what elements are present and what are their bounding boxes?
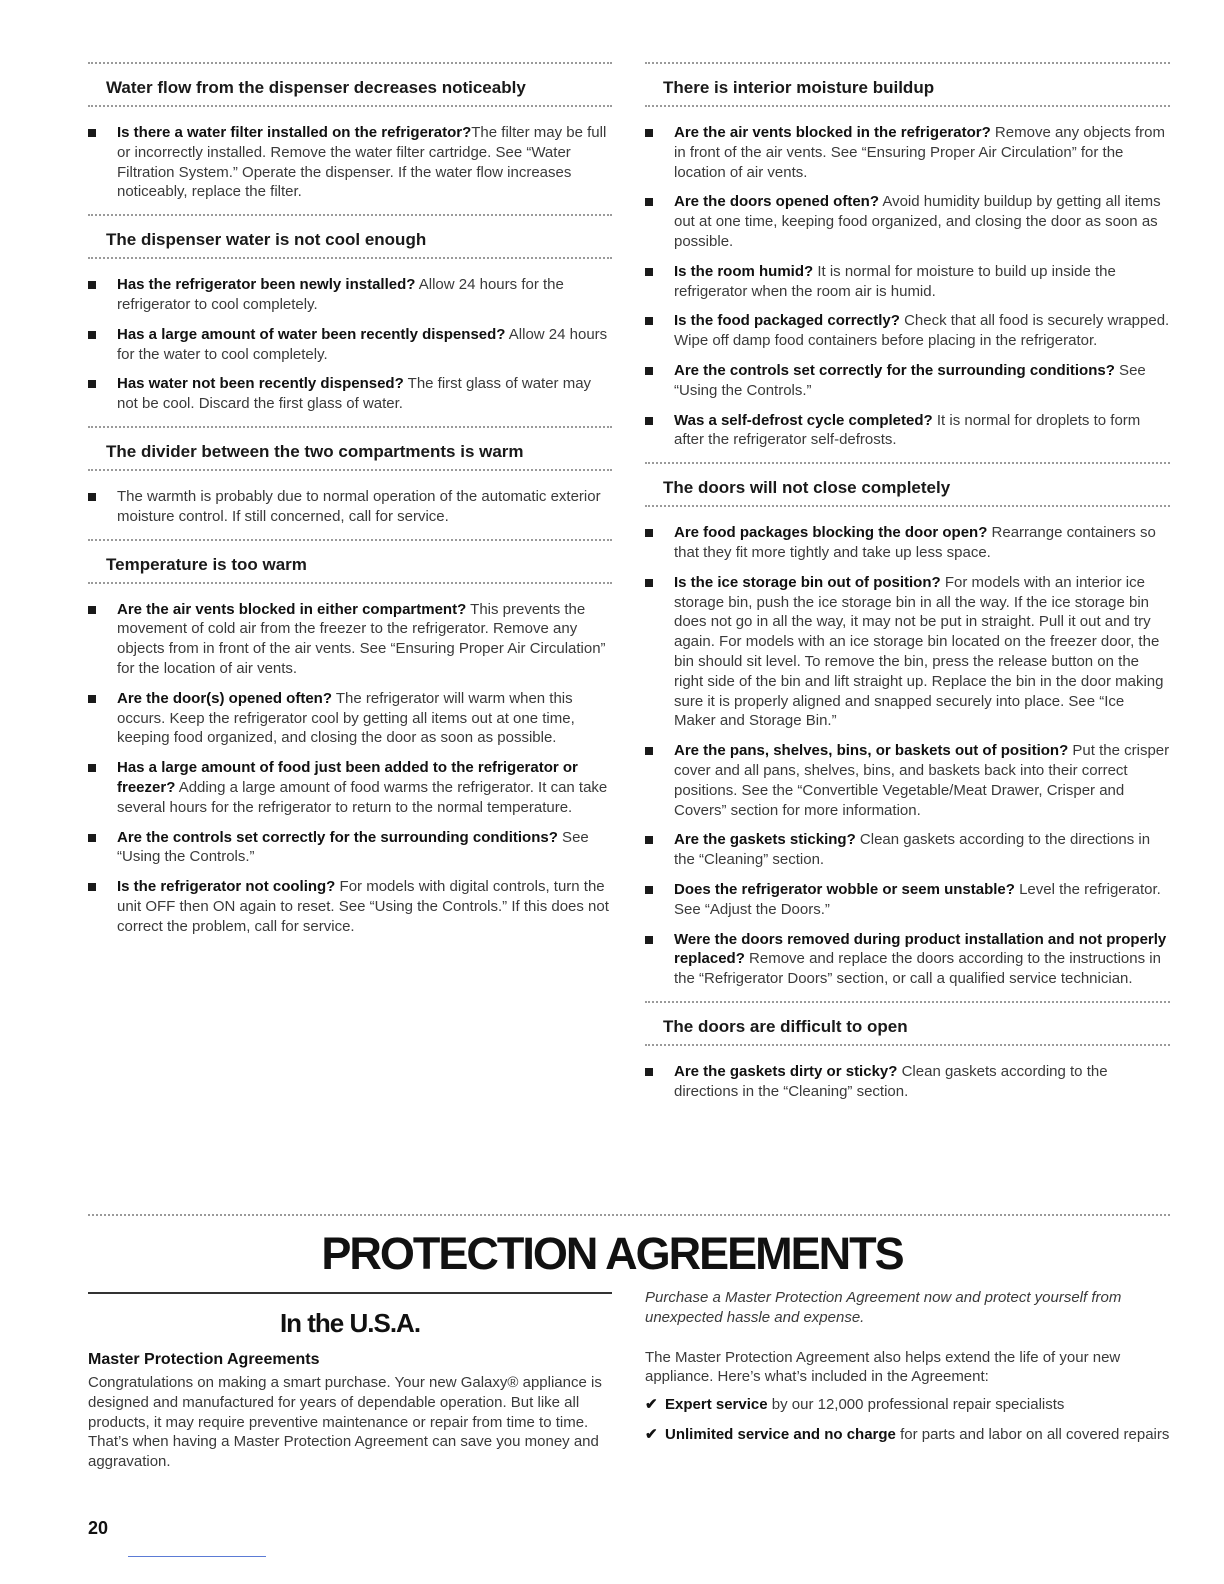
item-list: [88, 123, 612, 202]
troubleshooting-section: [88, 214, 612, 414]
square-bullet-icon: [645, 886, 653, 894]
usa-title: In the U.S.A.: [279, 1308, 421, 1338]
extend-paragraph: The Master Protection Agreement also helps extend the life of your new appliance. Here’s what’s included in the Agreement:: [645, 1348, 1121, 1386]
item-question: Are the controls set correctly for the surrounding conditions?: [674, 361, 1115, 379]
square-bullet-icon: [645, 268, 653, 276]
section-heading: Temperature is too warm: [88, 539, 612, 584]
item-question: Is the food packaged correctly?: [674, 312, 900, 330]
promo-text: Purchase a Master Protection Agreement now and protect yourself from unexpected hassle and expense.: [645, 1289, 1122, 1326]
section-heading: The doors will not close completely: [645, 462, 1170, 507]
list-item: [645, 830, 1170, 870]
item-text: The warmth is probably due to normal operation of the automatic exterior moisture control. If still concerned, call for service.: [117, 487, 601, 525]
square-bullet-icon: [88, 764, 96, 772]
item-question: Has the refrigerator been newly installed?: [117, 276, 416, 294]
list-item: [645, 411, 1170, 451]
item-text: Check that all food is securely wrapped. Wipe off damp food containers before placing in the refrigerator.: [674, 312, 1170, 350]
list-item: [88, 374, 612, 414]
section-heading: There is interior moisture buildup: [645, 62, 1170, 107]
item-text: Put the crisper cover and all pans, shelves, bins, and baskets back into their correct positions. See the “Convertible Vegetable/Meat Drawer, Crisper and Covers” section for more information.: [674, 742, 1170, 819]
square-bullet-icon: [88, 695, 96, 703]
item-text: Adding a large amount of food warms the refrigerator. It can take several hours for the refrigerator to return to the normal temperature.: [117, 778, 608, 816]
item-question: Are the pans, shelves, bins, or baskets out of position?: [674, 742, 1069, 760]
item-list: [645, 523, 1170, 989]
list-item: [645, 741, 1170, 820]
list-item: [88, 877, 612, 936]
square-bullet-icon: [645, 936, 653, 944]
item-text: For models with an interior ice storage bin, push the ice storage bin in all the way. If the ice storage bin does not go in all the way, it may not be put in straight. Pull it out and try again. For models with an ice storage bin located on the freezer door, the bin should sit level. To remove the bin, press the release button on the right side of the bin and lift straight up. Replace the bin in the door making sure it is properly aligned and snapped securely into place. See “Ice Maker and Storage Bin.”: [674, 573, 1164, 730]
section-heading: The doors are difficult to open: [645, 1001, 1170, 1046]
benefit-item: [645, 1425, 1170, 1445]
item-list: [88, 600, 612, 937]
list-item: [645, 123, 1170, 182]
square-bullet-icon: [88, 281, 96, 289]
list-item: [645, 192, 1170, 251]
square-bullet-icon: [88, 380, 96, 388]
mpa-paragraph: Congratulations on making a smart purchase. Your new Galaxy® appliance is designed and manufactured for years of dependable operation. But like all products, it may require preventive maintenance or repair from time to time. That’s when having a Master Protection Agreement can save you money and aggravation.: [88, 1374, 602, 1471]
item-question: Has a large amount of food just been added to the refrigerator or freezer?: [117, 759, 578, 796]
item-question: Are the air vents blocked in the refrigerator?: [674, 124, 991, 141]
item-question: Does the refrigerator wobble or seem unstable?: [674, 880, 1015, 898]
item-question: Is the ice storage bin out of position?: [674, 573, 941, 591]
protection-right-block: [645, 1288, 1170, 1455]
item-question: Is the refrigerator not cooling?: [117, 878, 336, 896]
item-list: [88, 487, 612, 527]
benefit-text: for parts and labor on all covered repairs: [895, 1425, 1170, 1443]
item-question: Is the room humid?: [674, 262, 814, 280]
list-item: [88, 758, 612, 817]
item-text: The filter may be full or incorrectly installed. Remove the water filter cartridge. See “Water Filtration System.” Operate the dispenser. If the water flow increases noticeably, replace the filter.: [117, 124, 607, 201]
item-text: Remove and replace the doors according to the instructions in the “Refrigerator Doors” section, or call a qualified service technician.: [674, 950, 1161, 988]
square-bullet-icon: [645, 579, 653, 587]
list-item: [645, 523, 1170, 563]
item-question: Was a self-defrost cycle completed?: [674, 411, 933, 429]
item-text: The first glass of water may not be cool. Discard the first glass of water.: [117, 375, 592, 413]
item-question: Are the gaskets sticking?: [674, 831, 856, 849]
square-bullet-icon: [88, 493, 96, 501]
item-text: The refrigerator will warm when this occurs. Keep the refrigerator cool by getting all items out at one time, keeping food organized, and closing the door as soon as possible.: [117, 689, 575, 747]
list-item: [645, 880, 1170, 920]
list-item: [88, 689, 612, 748]
square-bullet-icon: [645, 1068, 653, 1076]
square-bullet-icon: [645, 747, 653, 755]
item-question: Are the doors opened often?: [674, 193, 880, 211]
troubleshooting-section: [88, 539, 612, 937]
list-item: [88, 123, 612, 202]
square-bullet-icon: [645, 529, 653, 537]
left-column: [88, 62, 612, 949]
item-question: Are the air vents blocked in either compartment?: [117, 600, 467, 618]
item-text: Allow 24 hours for the refrigerator to cool completely.: [117, 276, 564, 313]
benefit-bold: Unlimited service and no charge: [665, 1425, 896, 1443]
item-question: Has water not been recently dispensed?: [117, 375, 404, 393]
list-item: [88, 325, 612, 365]
troubleshooting-section: [88, 426, 612, 527]
square-bullet-icon: [645, 317, 653, 325]
item-text: It is normal for moisture to build up inside the refrigerator when the room air is humid.: [674, 262, 1116, 300]
square-bullet-icon: [645, 129, 653, 137]
section-heading: Water flow from the dispenser decreases noticeably: [88, 62, 612, 107]
bottom-rule: [128, 1556, 266, 1557]
list-item: [645, 361, 1170, 401]
list-item: [645, 930, 1170, 989]
item-question: Are the controls set correctly for the surrounding conditions?: [117, 828, 558, 846]
page-number: 20: [88, 1518, 109, 1538]
item-list: [88, 275, 612, 414]
item-question: Were the doors removed during product installation and not properly replaced?: [674, 930, 1167, 968]
square-bullet-icon: [88, 331, 96, 339]
item-question: Has a large amount of water been recently dispensed?: [117, 325, 506, 343]
square-bullet-icon: [645, 367, 653, 375]
item-text: For models with digital controls, turn the unit OFF then ON again to reset. See “Using the Controls.” If this does not correct the problem, call for service.: [117, 878, 609, 935]
square-bullet-icon: [645, 417, 653, 425]
square-bullet-icon: [645, 198, 653, 206]
list-item: [88, 600, 612, 679]
item-text: Allow 24 hours for the water to cool completely.: [117, 325, 608, 363]
item-question: Are the gaskets dirty or sticky?: [674, 1062, 898, 1080]
benefit-item: [645, 1395, 1170, 1415]
list-item: [645, 262, 1170, 302]
square-bullet-icon: [88, 834, 96, 842]
section-heading: The dispenser water is not cool enough: [88, 214, 612, 259]
square-bullet-icon: [645, 836, 653, 844]
item-list: [645, 123, 1170, 450]
check-icon: ✔: [645, 1396, 658, 1414]
square-bullet-icon: [88, 129, 96, 137]
item-text: Remove any objects from in front of the air vents. See “Ensuring Proper Air Circulation” for the location of air vents.: [674, 124, 1166, 181]
item-text: Avoid humidity buildup by getting all items out at one time, keeping food organized, and closing the door as soon as possible.: [674, 193, 1161, 250]
section-heading: The divider between the two compartments is warm: [88, 426, 612, 471]
square-bullet-icon: [88, 606, 96, 614]
item-list: [645, 1062, 1170, 1102]
mpa-heading: Master Protection Agreements: [88, 1351, 320, 1368]
benefit-text: by our 12,000 professional repair specialists: [767, 1396, 1065, 1414]
list-item: [88, 487, 612, 527]
list-item: [645, 1062, 1170, 1102]
item-question: Are the door(s) opened often?: [117, 689, 332, 707]
troubleshooting-section: [645, 462, 1170, 989]
usa-block: [88, 1292, 612, 1472]
item-text: See “Using the Controls.”: [674, 361, 1146, 399]
troubleshooting-section: [645, 1001, 1170, 1102]
item-question: Is there a water filter installed on the refrigerator?: [117, 124, 472, 141]
item-question: Are food packages blocking the door open?: [674, 524, 988, 542]
item-text: This prevents the movement of cold air from the freezer to the refrigerator. Remove any objects from in front of the air vents. See “Ensuring Proper Air Circulation” for the location of air vents.: [117, 600, 606, 677]
item-text: Level the refrigerator. See “Adjust the Doors.”: [674, 880, 1161, 918]
benefit-bold: Expert service: [665, 1396, 768, 1414]
list-item: [88, 275, 612, 315]
benefits-list: [645, 1395, 1170, 1445]
list-item: [645, 573, 1170, 731]
item-text: It is normal for droplets to form after the refrigerator self-defrosts.: [674, 411, 1141, 449]
item-text: Rearrange containers so that they fit more tightly and take up less space.: [674, 524, 1156, 561]
item-text: Clean gaskets according to the directions in the “Cleaning” section.: [674, 1062, 1108, 1100]
square-bullet-icon: [88, 883, 96, 891]
item-text: See “Using the Controls.”: [117, 828, 589, 866]
item-text: Clean gaskets according to the directions in the “Cleaning” section.: [674, 831, 1151, 869]
protection-agreements-title: PROTECTION AGREEMENTS: [321, 1228, 903, 1279]
list-item: [645, 311, 1170, 351]
list-item: [88, 828, 612, 868]
troubleshooting-section: [88, 62, 612, 202]
troubleshooting-section: [645, 62, 1170, 450]
right-column: [645, 62, 1170, 1113]
section-divider: [88, 1214, 1170, 1216]
check-icon: ✔: [645, 1425, 658, 1443]
